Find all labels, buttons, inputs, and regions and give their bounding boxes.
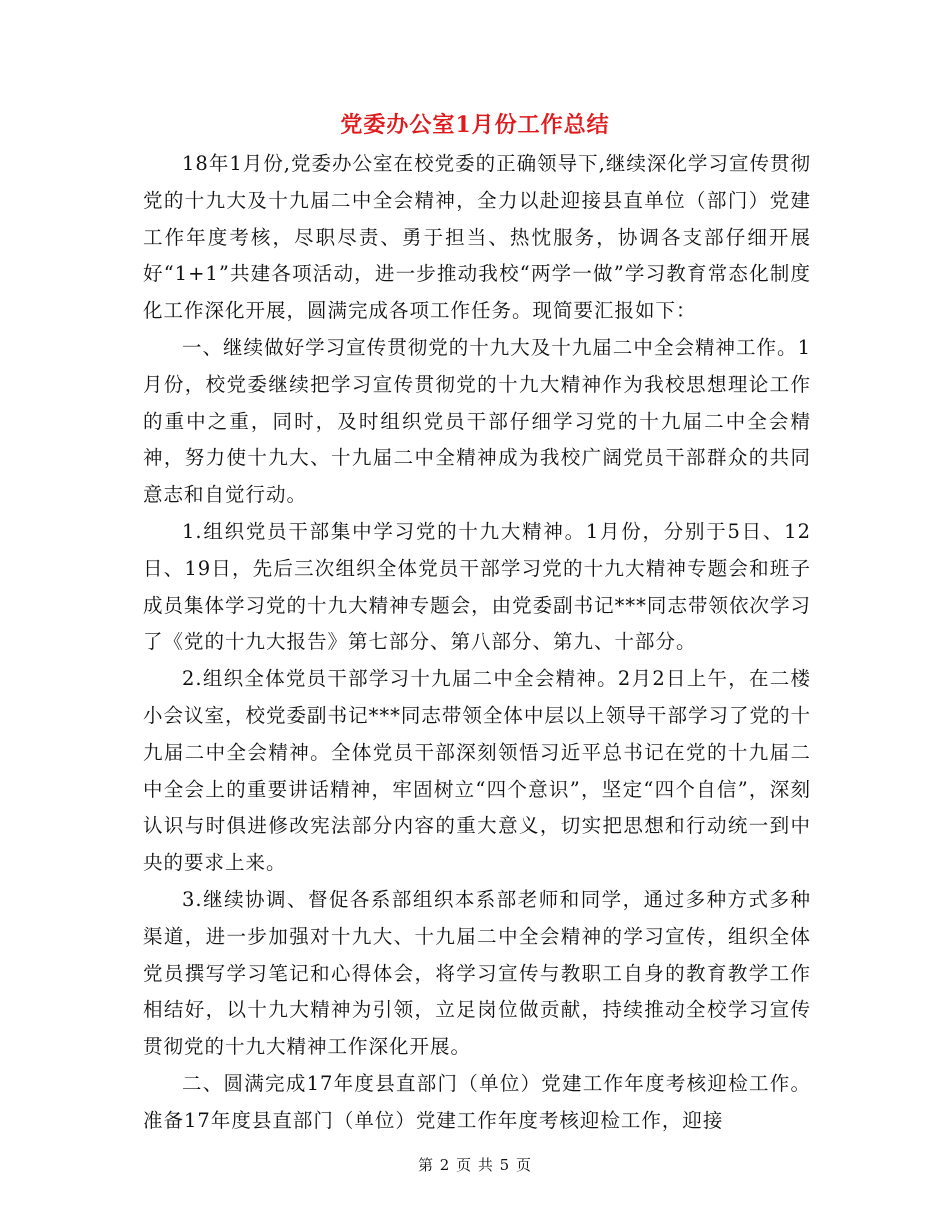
item-one-paragraph: 1.组织党员干部集中学习党的十九大精神。1月份，分别于5日、12日、19日，先后三次组织全体党员干部学习党的十九大精神专题会和班子成员集体学习党的十九大精神专题会，由党委副书记***同志带领依次学习了《党的十九大报告》第七部分、第八部分、第九、十部分。 (143, 519, 811, 654)
section-one-paragraph: 一、继续做好学习宣传贯彻党的十九大及十九届二中全会精神工作。1月份，校党委继续把学习宣传贯彻党的十九大精神作为我校思想理论工作的重中之重，同时，及时组织党员干部仔细学习党的十九届二中全会精神，努力使十九大、十九届二中全精神成为我校广阔党员干部群众的共同意志和自觉行动。 (143, 335, 811, 507)
page-number-footer: 第 2 页 共 5 页 (418, 1156, 532, 1174)
document-body (143, 146, 811, 1140)
item-two-paragraph: 2.组织全体党员干部学习十九届二中全会精神。2月2日上午，在二楼小会议室，校党委副书记***同志带领全体中层以上领导干部学习了党的十九届二中全会精神。全体党员干部深刻领悟习近平总书记在党的十九届二中全会上的重要讲话精神，牢固树立“四个意识”，坚定“四个自信”，深刻认识与时俱进修改宪法部分内容的重大意义，切实把思想和行动统一到中央的要求上来。 (143, 667, 811, 875)
section-two-paragraph: 二、圆满完成17年度县直部门（单位）党建工作年度考核迎检工作。准备17年度县直部门（单位）党建工作年度考核迎检工作，迎接 (143, 1071, 811, 1132)
document-title: 党委办公室1月份工作总结 (340, 112, 610, 138)
item-three-paragraph: 3.继续协调、督促各系部组织本系部老师和同学，通过多种方式多种渠道，进一步加强对十九大、十九届二中全会精神的学习宣传，组织全体党员撰写学习笔记和心得体会，将学习宣传与教职工自身的教育教学工作相结好，以十九大精神为引领，立足岗位做贡献，持续推动全校学习宣传贯彻党的十九大精神工作深化开展。 (143, 887, 811, 1059)
intro-paragraph: 18年1月份,党委办公室在校党委的正确领导下,继续深化学习宣传贯彻党的十九大及十九届二中全会精神，全力以赴迎接县直单位（部门）党建工作年度考核，尽职尽责、勇于担当、热忱服务，协调各支部仔细开展好“1+1”共建各项活动，进一步推动我校“两学一做”学习教育常态化制度化工作深化开展，圆满完成各项工作任务。现简要汇报如下： (143, 152, 811, 323)
